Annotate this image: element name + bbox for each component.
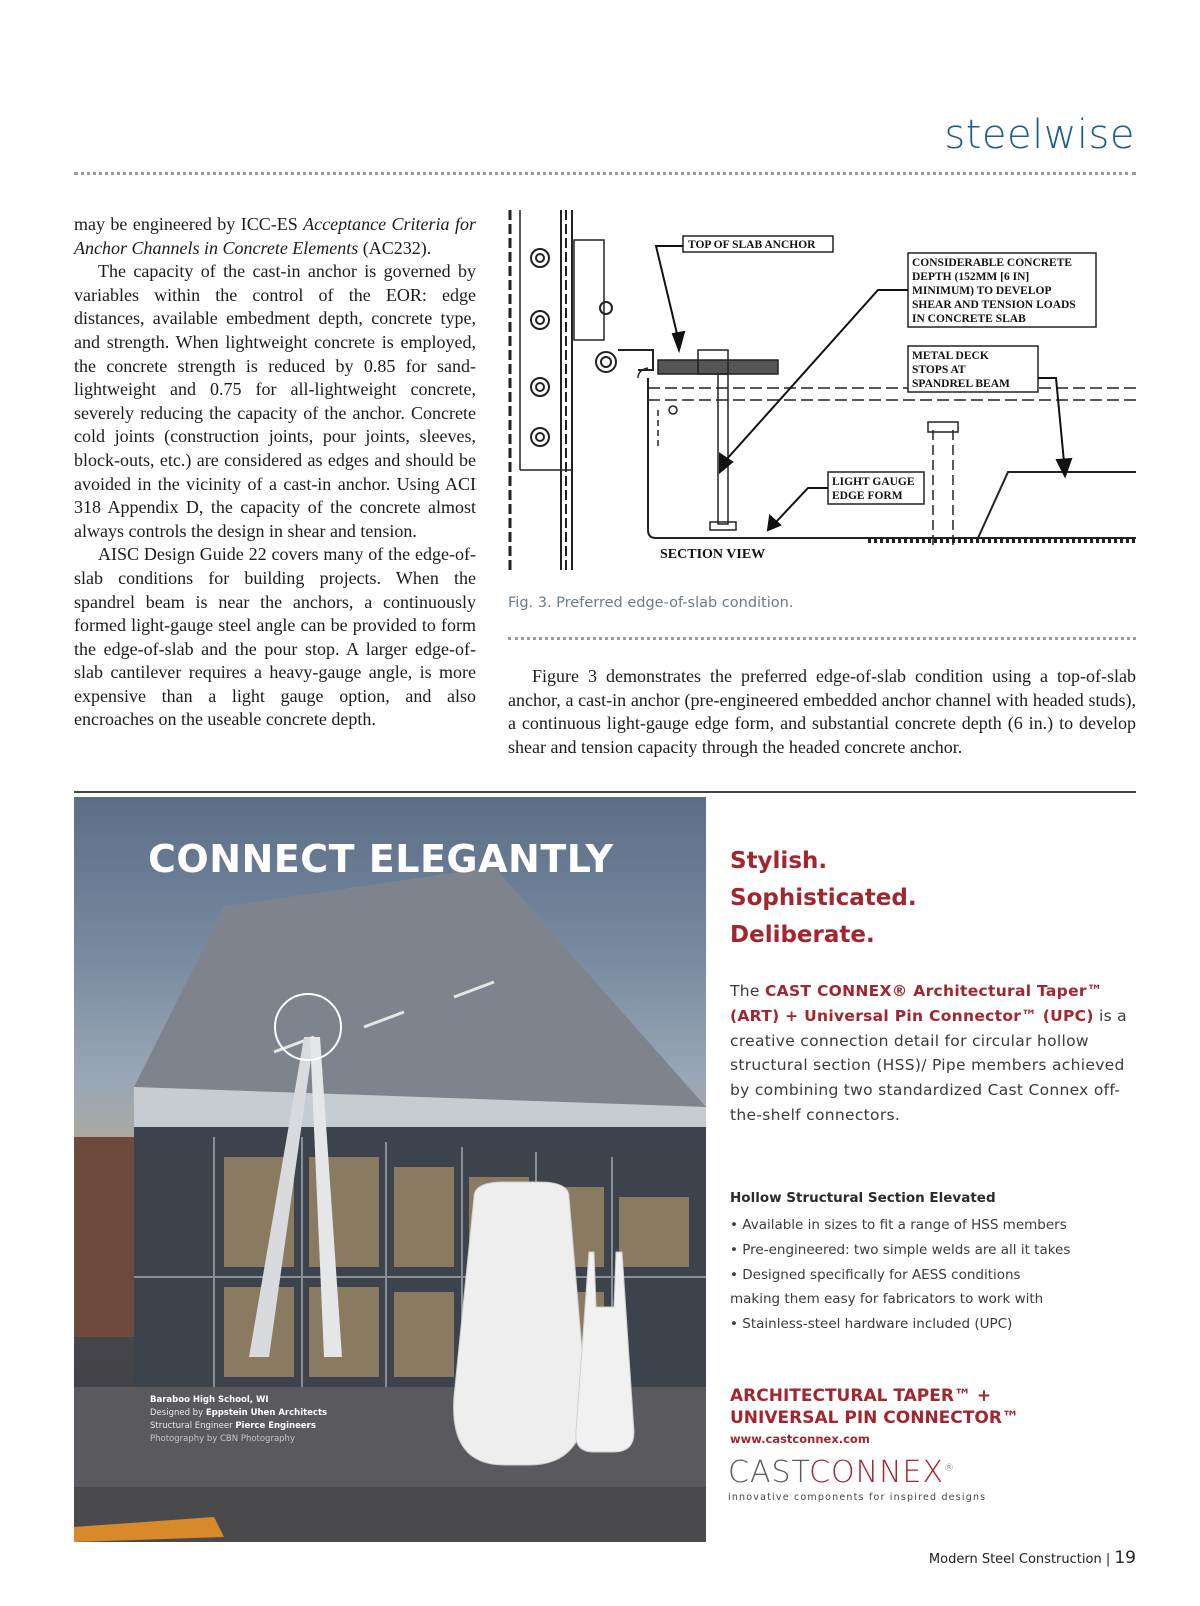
label-top-of-slab: TOP OF SLAB ANCHOR: [688, 239, 816, 251]
logo-wordmark: CASTCONNEX®: [728, 1455, 956, 1490]
figure-3-diagram: [508, 210, 1136, 570]
castconnex-logo: [728, 1455, 986, 1503]
list-item: • Pre-engineered: two simple welds are all it takes: [730, 1241, 1071, 1258]
footer-separator: |: [1105, 1552, 1111, 1567]
label-gauge-line-2: EDGE FORM: [832, 490, 903, 502]
label-gauge-line-1: LIGHT GAUGE: [832, 476, 915, 488]
publication-name: Modern Steel Construction: [928, 1552, 1102, 1567]
ad-copy: [730, 843, 1130, 1128]
figure-divider: [508, 637, 1136, 640]
label-concrete-line-5: IN CONCRETE SLAB: [912, 313, 1026, 325]
label-concrete-line-3: MINIMUM) TO DEVELOP: [912, 285, 1052, 297]
credit-photography: Photography by CBN Photography: [150, 1434, 295, 1444]
paragraph-3: AISC Design Guide 22 covers many of the edge-of-slab conditions for building projects. When the spandrel beam is near the anchors, a continuously formed light-gauge steel angle can be provided to form the edge-of-slab and the pour stop. A larger edge-of-slab cantilever requires a heavy-gauge angle, is more expensive than a light gauge option, and also encroaches on the useable concrete depth.: [74, 544, 476, 730]
photo-credits: [150, 1394, 327, 1446]
credit-school: Baraboo High School, WI: [150, 1395, 269, 1405]
label-concrete-line-2: DEPTH (152MM [6 IN]: [912, 271, 1030, 283]
credit-architect: Designed by Eppstein Uhen Architects: [150, 1408, 328, 1418]
header-divider: [74, 172, 1136, 175]
page-footer: [929, 1548, 1136, 1568]
edge-of-slab-drawing: [508, 210, 1136, 570]
label-deck-line-2: STOPS AT: [912, 364, 966, 376]
logo-tagline: innovative components for inspired designs: [728, 1492, 987, 1503]
section-title: steelwise: [944, 112, 1135, 158]
product-line-2: UNIVERSAL PIN CONNECTOR™: [730, 1408, 1019, 1428]
figure-caption: Fig. 3. Preferred edge-of-slab condition.: [508, 595, 794, 611]
product-name: [730, 1385, 1019, 1429]
list-item: making them easy for fabricators to work with: [730, 1291, 1044, 1308]
website-link[interactable]: www.castconnex.com: [730, 1432, 870, 1446]
page-number: 19: [1114, 1548, 1136, 1568]
list-item: • Stainless-steel hardware included (UPC): [730, 1316, 1013, 1333]
ad-top-rule: [74, 791, 1136, 793]
label-deck-line-1: METAL DECK: [912, 350, 989, 362]
label-concrete-line-1: CONSIDERABLE CONCRETE: [912, 257, 1073, 269]
credit-engineer: Structural Engineer Pierce Engineers: [150, 1421, 316, 1431]
tagline-line-3: Deliberate.: [730, 922, 875, 948]
label-section-view: SECTION VIEW: [660, 547, 766, 562]
tagline-line-1: Stylish.: [730, 848, 828, 874]
ad-headline: CONNECT ELEGANTLY: [148, 837, 614, 881]
ad-body-text: The CAST CONNEX® Architectural Taper™ (ART) + Universal Pin Connector™ (UPC) is a creative connection detail for circular hollow structural section (HSS)/ Pipe members achieved by combining two standardized Cast Connex off-the-shelf connectors.: [730, 982, 1127, 1124]
left-column: [74, 213, 476, 732]
hss-heading: Hollow Structural Section Elevated: [730, 1190, 996, 1206]
tagline-line-2: Sophisticated.: [730, 885, 917, 911]
list-item: • Available in sizes to fit a range of HSS members: [730, 1217, 1067, 1233]
feature-list: [730, 1213, 1130, 1337]
ad-tagline: [730, 843, 1130, 954]
paragraph-2: The capacity of the cast-in anchor is governed by variables within the control of the EOR: edge distances, available embedment depth, concrete type, and strength. When lightweight concrete is employed, the concrete strength is reduced by 0.85 for sand-lightweight and 0.75 for all-lightweight concrete, severely reducing the capacity of the anchor. Concrete cold joints (construction joints, pour joints, sleeves, block-outs, etc.) are considered as edges and should be avoided in the vicinity of a cast-in anchor. Using ACI 318 Appendix D, the capacity of the concrete almost always controls the design in shear and tension.: [74, 261, 476, 541]
ad-photo: [74, 797, 706, 1542]
label-deck-line-3: SPANDREL BEAM: [912, 378, 1010, 390]
paragraph-1: may be engineered by ICC-ES Acceptance Criteria for Anchor Channels in Concrete Elements (AC232).: [74, 214, 476, 258]
list-item: • Designed specifically for AESS conditions: [730, 1266, 1021, 1283]
product-line-1: ARCHITECTURAL TAPER™ +: [730, 1386, 992, 1406]
right-column-paragraph: Figure 3 demonstrates the preferred edge-of-slab condition using a top-of-slab anchor, a cast-in anchor (pre-engineered embedded anchor channel with headed studs), a continuous light-gauge edge form, and substantial concrete depth (6 in.) to develop shear and tension capacity through the headed concrete anchor.: [508, 666, 1136, 757]
label-concrete-line-4: SHEAR AND TENSION LOADS: [912, 299, 1076, 311]
